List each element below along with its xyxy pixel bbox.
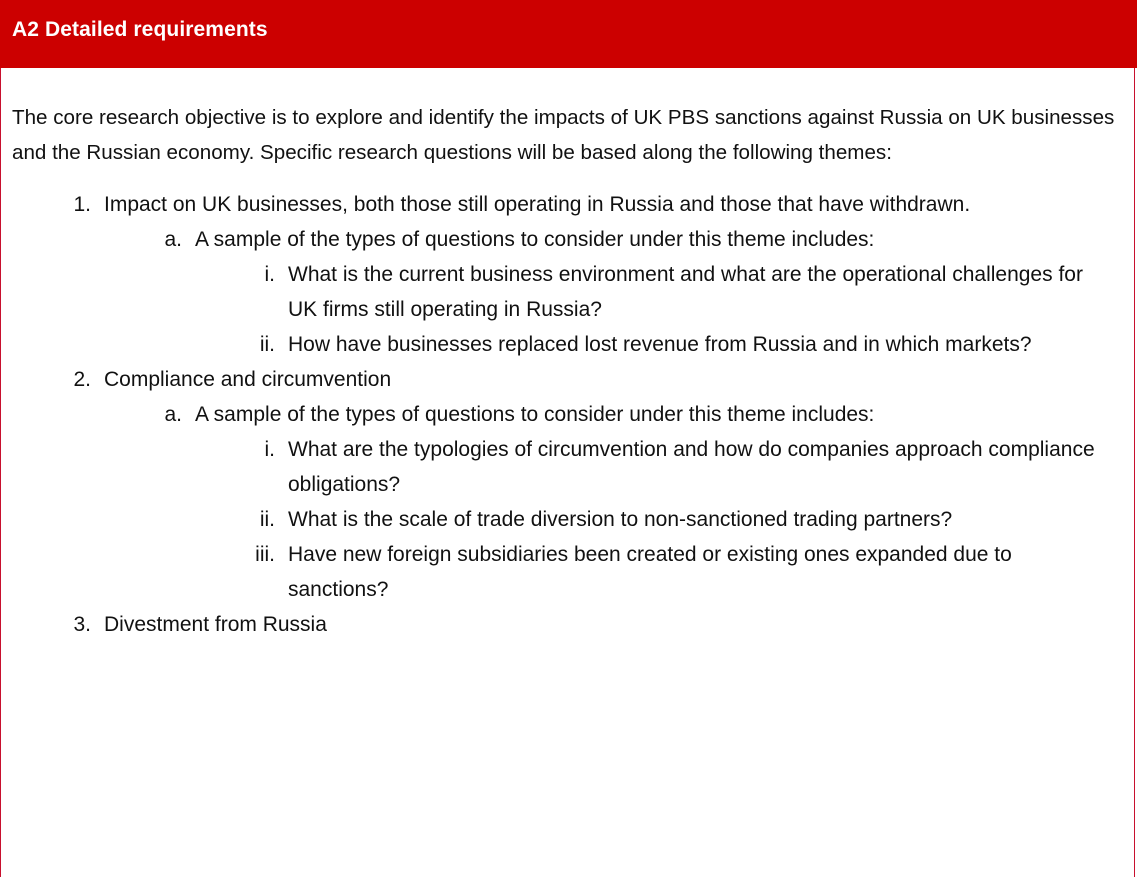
question-item [12,537,1130,607]
theme-text: Impact on UK businesses, both those still operating in Russia and those that have withdrawn. [104,193,971,216]
list-letter: a. [164,403,182,426]
list-roman: iii. [255,543,275,566]
list-roman: i. [264,438,275,461]
intro-paragraph: The core research objective is to explore and identify the impacts of UK PBS sanctions against Russia on UK businesses and the Russian economy. Specific research questions will be based along the following themes: [12,106,1115,164]
question-item [12,257,1130,327]
list-roman: ii. [259,333,275,356]
theme-text: Compliance and circumvention [104,368,392,391]
question-text: What is the current business environment and what are the operational challenges for UK firms still operating in Russia? [288,263,1083,321]
question-text: Have new foreign subsidiaries been created or existing ones expanded due to sanctions? [288,543,1012,601]
question-item [12,502,1130,537]
question-text: What are the typologies of circumvention and how do companies approach compliance obligations? [288,438,1095,496]
theme-item [12,187,1130,222]
list-number: 2. [73,368,91,391]
document-body [12,100,1130,642]
list-roman: ii. [259,508,275,531]
theme-item [12,362,1130,397]
list-number: 1. [73,193,91,216]
section-title: A2 Detailed requirements [12,18,268,41]
subtheme-text: A sample of the types of questions to consider under this theme includes: [195,228,875,251]
list-roman: i. [264,263,275,286]
theme-text: Divestment from Russia [104,613,327,636]
subtheme-item [12,397,1130,432]
question-item [12,327,1130,362]
subtheme-item [12,222,1130,257]
subtheme-text: A sample of the types of questions to consider under this theme includes: [195,403,875,426]
theme-item [12,607,1130,642]
question-text: How have businesses replaced lost revenue from Russia and in which markets? [288,333,1032,356]
list-letter: a. [164,228,182,251]
question-text: What is the scale of trade diversion to non-sanctioned trading partners? [288,508,953,531]
list-number: 3. [73,613,91,636]
themes-list [12,187,1130,642]
section-header [0,0,1137,68]
question-item [12,432,1130,502]
